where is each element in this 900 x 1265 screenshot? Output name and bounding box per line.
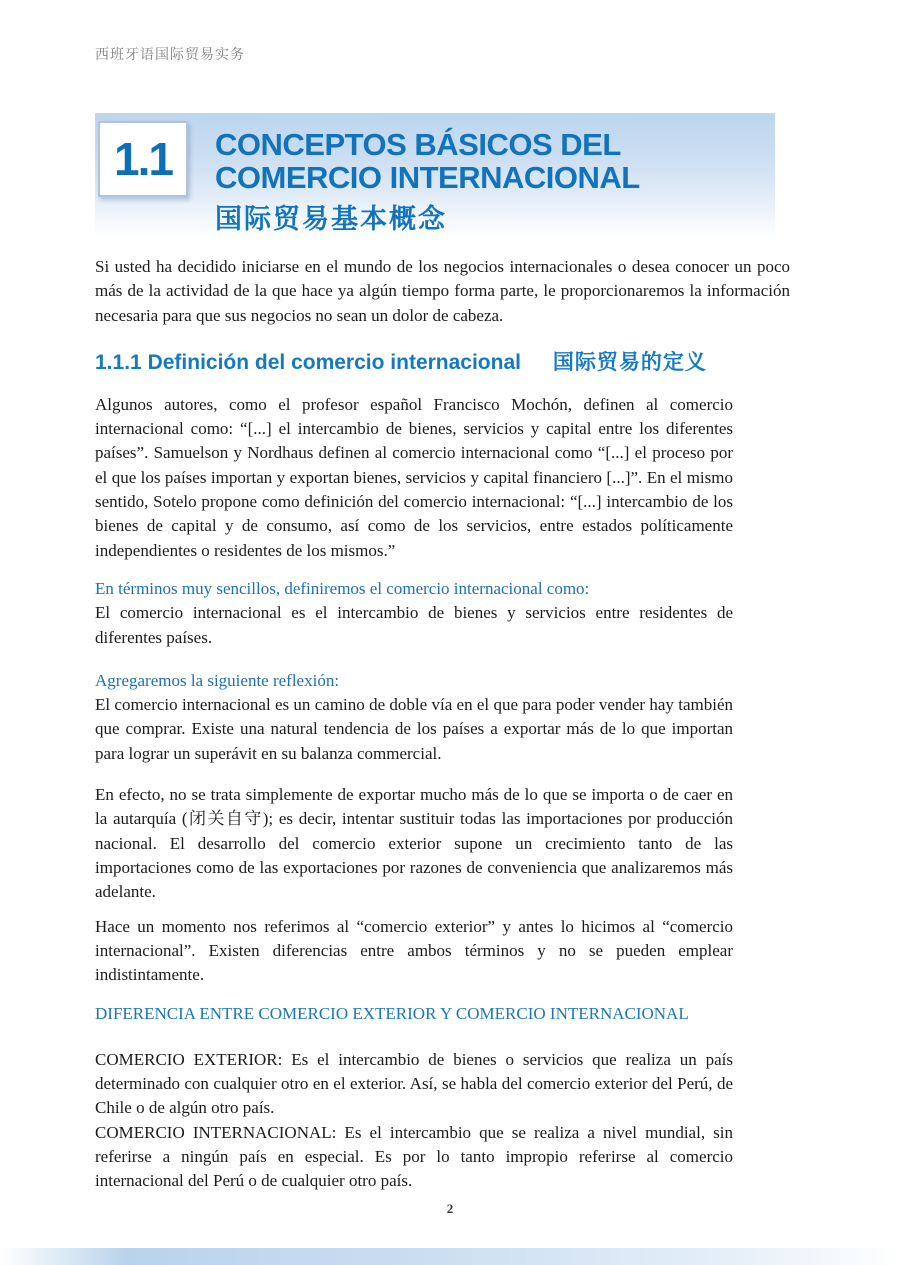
section-title-zh: 国际贸易的定义 — [552, 350, 707, 374]
reflection-lead: Agregaremos la siguiente reflexión: — [95, 670, 340, 690]
terms-paragraph: Hace un momento nos referimos al “comercio exterior” y antes lo hicimos al “comercio internacional”. Existen diferencias entre ambos términos y no se pueden emplear indistintamente. — [95, 916, 733, 985]
page-number: 2 — [446, 1201, 454, 1216]
chapter-title-line2: COMERCIO INTERNACIONAL — [215, 160, 640, 195]
autarky-paragraph: En efecto, no se trata simplemente de exportar mucho más de lo que se importa o de caer en la autarquía (闭关自守); es decir, intentar sustituir todas las importaciones por producción nacional. El desarrollo del comercio exterior supone un crecimiento tanto de las importaciones como de las exportaciones por razones de conveniencia que analizaremos más adelante. — [95, 785, 733, 902]
difference-heading: DIFERENCIA ENTRE COMERCIO EXTERIOR Y COMERCIO INTERNACIONAL — [95, 1004, 689, 1024]
chapter-subtitle-zh: 国际贸易基本概念 — [215, 204, 447, 234]
international-trade-definition: COMERCIO INTERNACIONAL: Es el intercambio que se realiza a nivel mundial, sin referirse a ningún país en especial. Es por lo tanto impropio referirse al comercio internacional del Perú o de cualquier otro país. — [95, 1122, 733, 1191]
section-title-es: Definición del comercio internacional — [147, 350, 521, 374]
authors-paragraph: Algunos autores, como el profesor español Francisco Mochón, definen al comercio internacional como: “[...] el intercambio de bienes, servicios y capital entre los diferentes países”. Samuelson y Nordhaus definen al comercio internacional como “[...] el proceso por el que los países importan y exportan bienes, servicios y capital financiero [...]”. En el mismo sentido, Sotelo propone como definición del comercio internacional: “[...] intercambio de los bienes de capital y de consumo, así como de los servicios, entre estados políticamente independientes o residentes de los mismos.” — [95, 394, 733, 560]
section-number: 1.1.1 — [95, 350, 142, 374]
chapter-title — [215, 128, 640, 194]
chapter-number-box — [98, 121, 188, 197]
definition-body: El comercio internacional es el intercambio de bienes y servicios entre residentes de diferentes países. — [95, 603, 733, 647]
section-heading — [95, 350, 790, 376]
foreign-trade-definition: COMERCIO EXTERIOR: Es el intercambio de bienes o servicios que realiza un país determinado con cualquier otro en el exterior. Así, se habla del comercio exterior del Perú, de Chile o de algún otro país. — [95, 1049, 733, 1118]
running-head: 西班牙语国际贸易实务 — [95, 46, 245, 62]
page-body — [95, 255, 790, 1194]
footer-bar — [0, 1248, 900, 1265]
intro-paragraph: Si usted ha decidido iniciarse en el mundo de los negocios internacionales o desea conocer un poco más de la actividad de la que hace ya algún tiempo forma parte, le proporcionaremos la información necesaria para que sus negocios no sean un dolor de cabeza. — [95, 257, 790, 325]
chapter-banner — [95, 113, 775, 240]
definition-lead: En términos muy sencillos, definiremos el comercio internacional como: — [95, 578, 590, 598]
chapter-title-line1: CONCEPTOS BÁSICOS DEL — [215, 127, 621, 162]
reflection-body: El comercio internacional es un camino de doble vía en el que para poder vender hay también que comprar. Existe una natural tendencia de los países a exportar más de lo que importan para lograr un superávit en su balanza commercial. — [95, 695, 733, 763]
chapter-number: 1.1 — [114, 133, 172, 185]
